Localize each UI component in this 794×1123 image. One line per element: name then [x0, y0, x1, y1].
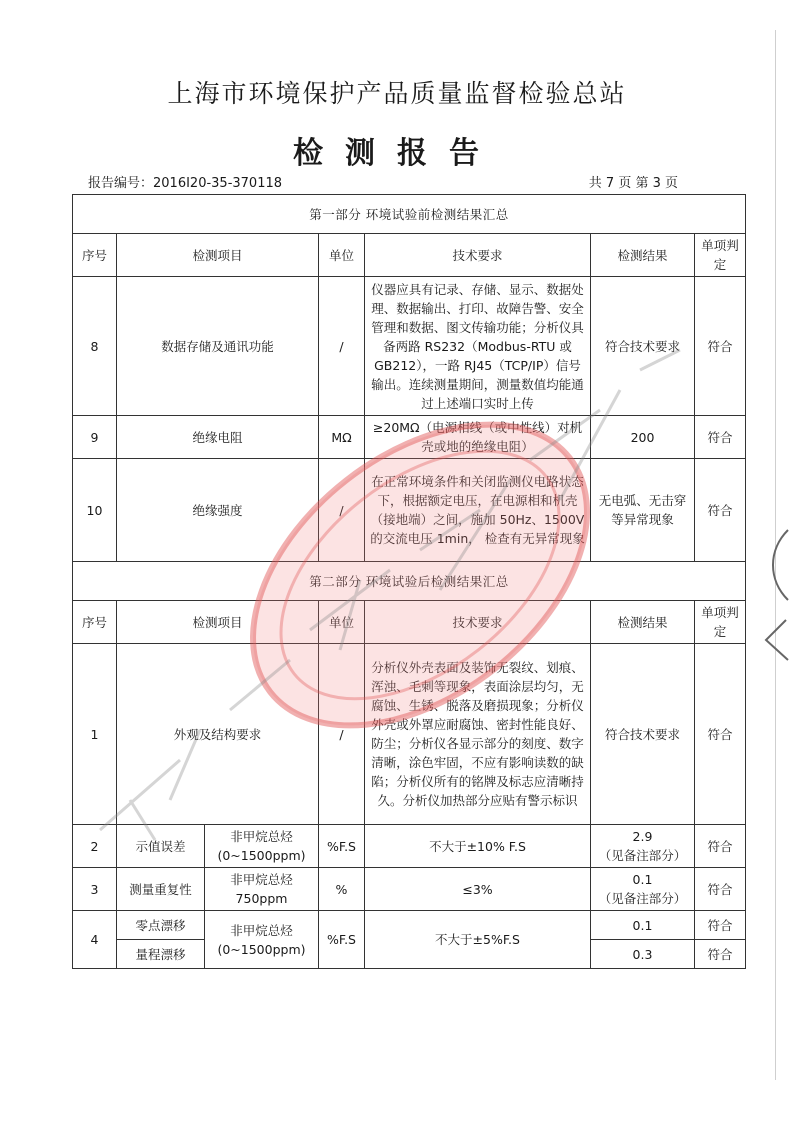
- result-note: （见备注部分）: [598, 891, 687, 906]
- row-req: 在正常环境条件和关闭监测仪电路状态下，根据额定电压，在电源相和机壳（接地端）之间，施加 50Hz、1500V 的交流电压 1min， 检查有无异常现象: [365, 459, 591, 562]
- row-subitem: [205, 825, 319, 868]
- row-no: 1: [73, 644, 117, 825]
- report-number: 报告编号：2016I20-35-370118: [88, 176, 283, 191]
- row-unit: %F.S: [319, 825, 365, 868]
- col-req: 技术要求: [365, 601, 591, 644]
- row-result: 符合技术要求: [591, 644, 695, 825]
- row-verdict: 符合: [695, 416, 746, 459]
- subitem-name: 非甲烷总烃: [230, 872, 293, 887]
- subitem-name: 非甲烷总烃: [230, 922, 293, 938]
- row-no: 9: [73, 416, 117, 459]
- row-verdict: 符合: [695, 868, 746, 911]
- row-result: 200: [591, 416, 695, 459]
- edge-stamp-fragment-icon: [758, 520, 794, 680]
- table-row: [73, 868, 746, 911]
- result-value: 2.9: [632, 829, 653, 844]
- section2-title: 第二部分 环境试验后检测结果汇总: [73, 562, 746, 601]
- col-result: 检测结果: [591, 234, 695, 277]
- row-unit: /: [319, 277, 365, 416]
- subitem-range: 750ppm: [235, 891, 288, 906]
- col-no: 序号: [73, 234, 117, 277]
- row-item: 数据存储及通讯功能: [117, 277, 319, 416]
- result-note: （见备注部分）: [598, 848, 687, 863]
- row-unit: %F.S: [319, 911, 365, 969]
- row-unit: /: [319, 644, 365, 825]
- row-subitem: [205, 868, 319, 911]
- row-verdict: 符合: [695, 277, 746, 416]
- row-result: 0.1: [591, 911, 695, 940]
- subitem-name: 非甲烷总烃: [230, 829, 293, 844]
- row-no: 2: [73, 825, 117, 868]
- row-req: 不大于±10% F.S: [365, 825, 591, 868]
- row-verdict: 符合: [695, 459, 746, 562]
- table-row: [73, 459, 746, 562]
- table-row: [73, 277, 746, 416]
- row-verdict: 符合: [695, 644, 746, 825]
- section2-header-row: [73, 601, 746, 644]
- row-no: 8: [73, 277, 117, 416]
- row-req: 不大于±5%F.S: [365, 911, 591, 969]
- col-result: 检测结果: [591, 601, 695, 644]
- col-item: 检测项目: [117, 601, 319, 644]
- row-result: 0.3: [591, 940, 695, 969]
- results-table: [72, 194, 746, 969]
- col-unit: 单位: [319, 601, 365, 644]
- row-item: 外观及结构要求: [117, 644, 319, 825]
- row-result: [591, 868, 695, 911]
- row-verdict: 符合: [695, 911, 746, 940]
- col-unit: 单位: [319, 234, 365, 277]
- table-row: [73, 825, 746, 868]
- row-unit: MΩ: [319, 416, 365, 459]
- col-verdict: 单项判定: [695, 601, 746, 644]
- row-subitem: [205, 911, 319, 969]
- subitem-range: (0~1500ppm): [217, 848, 306, 863]
- row-item: 量程漂移: [117, 940, 205, 969]
- document-title: 检测报告: [293, 136, 501, 171]
- subitem-range: (0~1500ppm): [217, 941, 306, 957]
- row-no: 3: [73, 868, 117, 911]
- section1-title: 第一部分 环境试验前检测结果汇总: [73, 195, 746, 234]
- page-info: 共 7 页 第 3 页: [588, 176, 678, 191]
- row-result: 符合技术要求: [591, 277, 695, 416]
- organization-title: 上海市环境保护产品质量监督检验总站: [167, 79, 627, 108]
- row-verdict: 符合: [695, 940, 746, 969]
- row-unit: %: [319, 868, 365, 911]
- col-verdict: 单项判定: [695, 234, 746, 277]
- row-req: ≥20MΩ（电源相线（或中性线）对机壳或地的绝缘电阻）: [365, 416, 591, 459]
- result-value: 0.1: [632, 872, 653, 887]
- row-item: 零点漂移: [117, 911, 205, 940]
- row-item: 绝缘电阻: [117, 416, 319, 459]
- row-no: 10: [73, 459, 117, 562]
- col-no: 序号: [73, 601, 117, 644]
- table-row: [73, 644, 746, 825]
- row-item: 绝缘强度: [117, 459, 319, 562]
- section1-header-row: [73, 234, 746, 277]
- row-result: [591, 825, 695, 868]
- row-result: 无电弧、无击穿等异常现象: [591, 459, 695, 562]
- row-no: 4: [73, 911, 117, 969]
- col-req: 技术要求: [365, 234, 591, 277]
- row-item: 示值误差: [117, 825, 205, 868]
- table-row: [73, 416, 746, 459]
- col-item: 检测项目: [117, 234, 319, 277]
- row-req: 仪器应具有记录、存储、显示、数据处理、数据输出、打印、故障告警、安全管理和数据、图文传输功能；分析仪具备两路 RS232（Modbus-RTU 或 GB212），一路 RJ45（TCP/IP）信号输出。连续测量期间，测量数值均能通过上述端口实时上传: [365, 277, 591, 416]
- row-req: 分析仪外壳表面及装饰无裂纹、划痕、浑浊、毛刺等现象，表面涂层均匀，无腐蚀、生锈、脱落及磨损现象；分析仪外壳或外罩应耐腐蚀、密封性能良好、防尘；分析仪各显示部分的刻度、数字清晰，涂色牢固，不应有影响读数的缺陷；分析仪所有的铭牌及标志应清晰持久。分析仪加热部分应贴有警示标识: [365, 644, 591, 825]
- row-verdict: 符合: [695, 825, 746, 868]
- row-unit: /: [319, 459, 365, 562]
- table-row: [73, 911, 746, 940]
- row-item: 测量重复性: [117, 868, 205, 911]
- row-req: ≤3%: [365, 868, 591, 911]
